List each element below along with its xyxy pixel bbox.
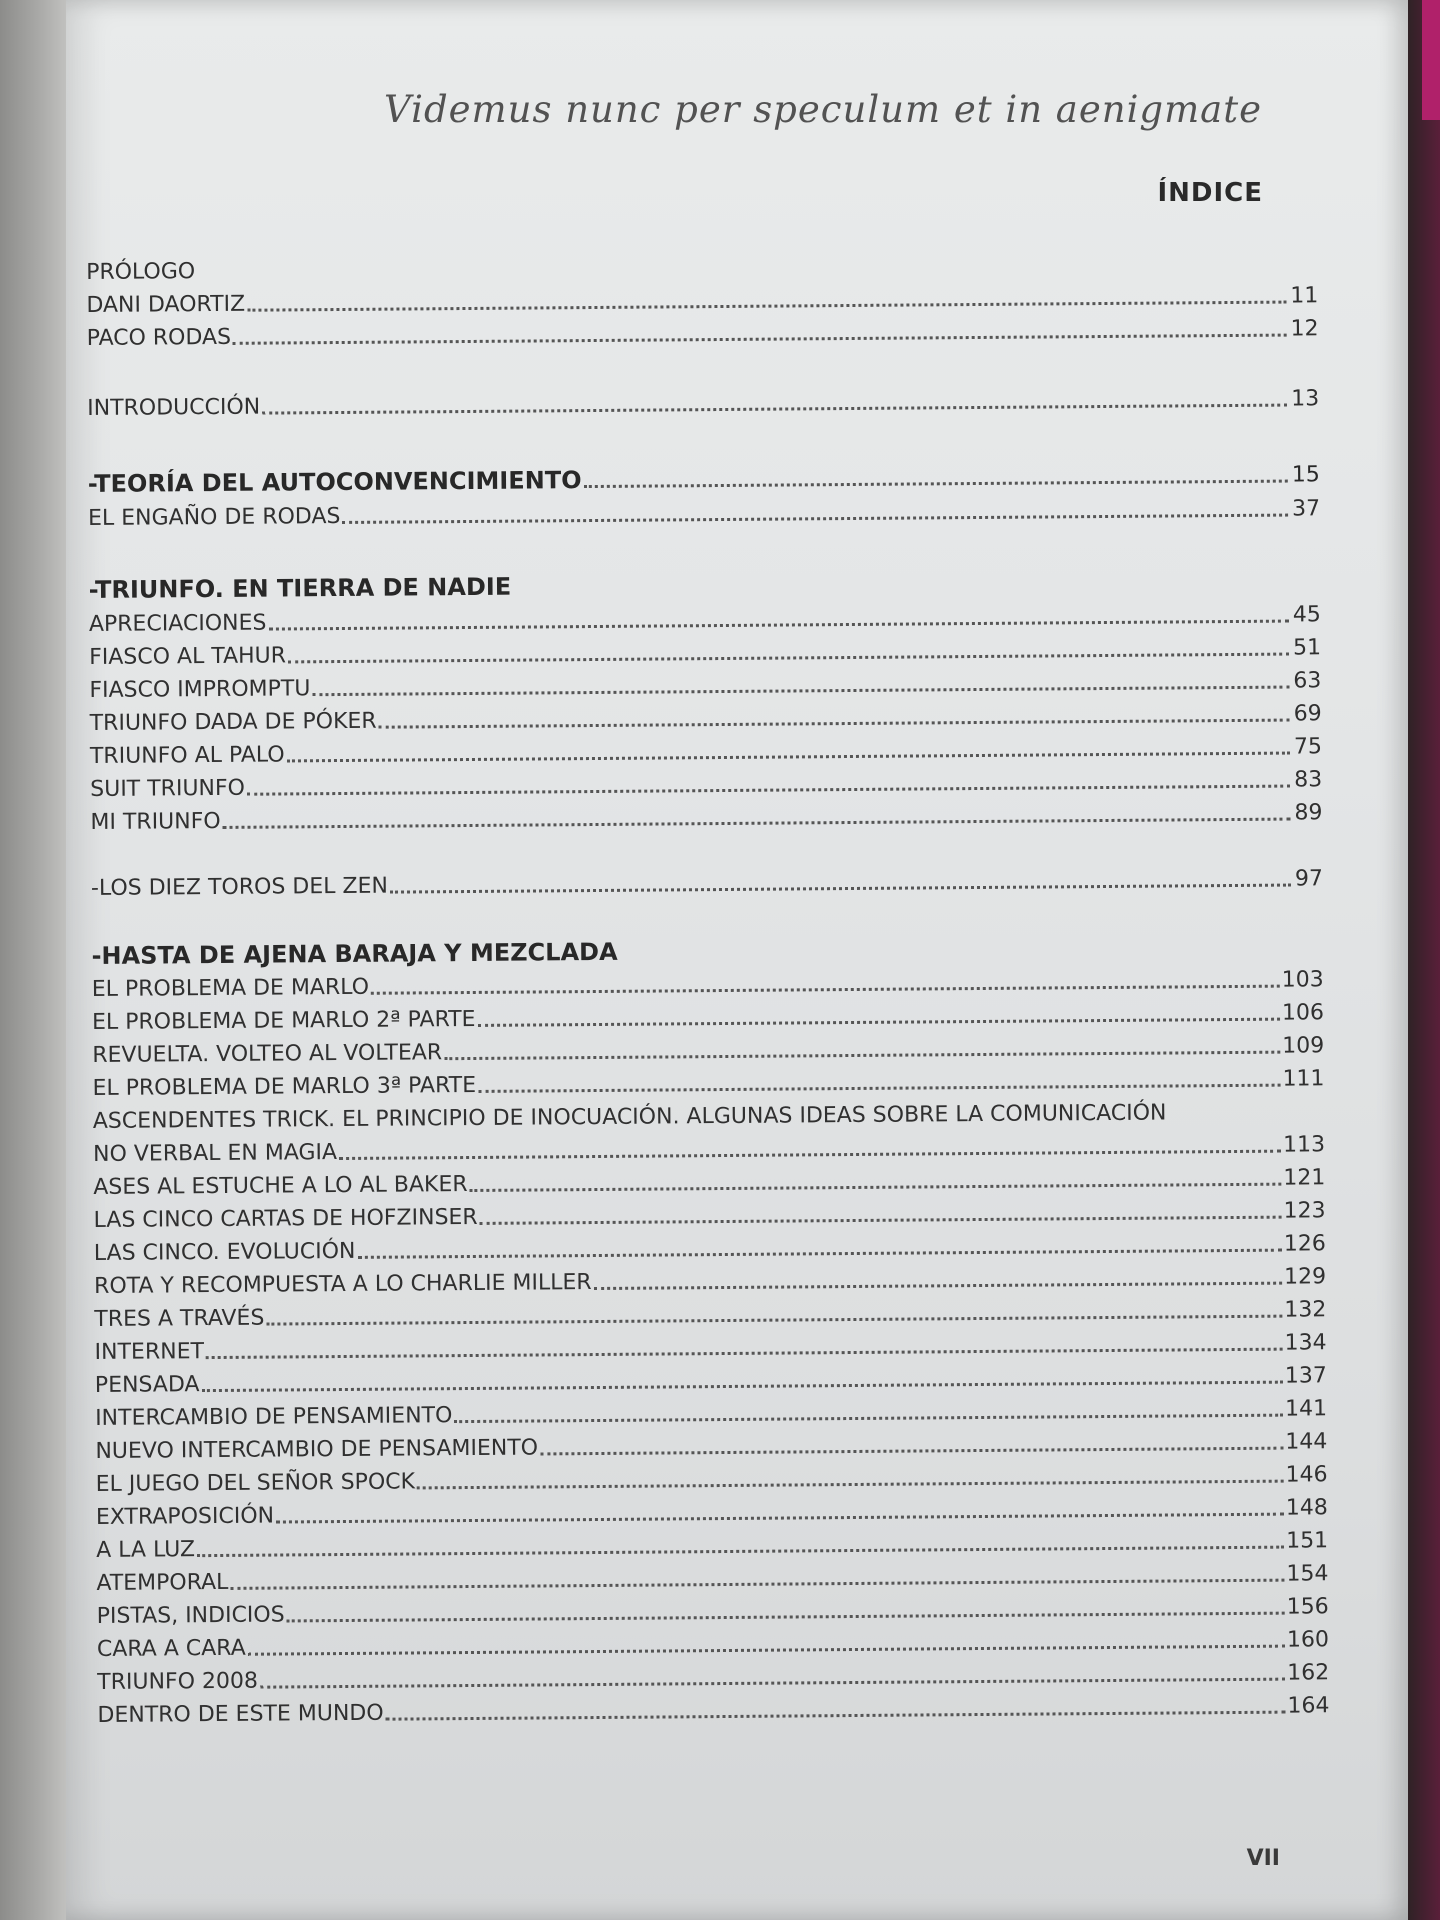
toc-entry-title: SUIT TRIUNFO bbox=[90, 775, 246, 802]
toc-page-number: 144 bbox=[1285, 1429, 1328, 1455]
toc-entry-title: CARA A CARA bbox=[96, 1635, 246, 1662]
toc-page-number: 11 bbox=[1290, 283, 1319, 309]
toc-entry-title: -TEORÍA DEL AUTOCONVENCIMIENTO bbox=[87, 466, 582, 498]
toc-entry-title: PRÓLOGO bbox=[86, 259, 196, 285]
toc-page-number: 141 bbox=[1285, 1396, 1328, 1422]
toc-entry-title: ATEMPORAL bbox=[96, 1569, 229, 1596]
toc-page-number: 132 bbox=[1284, 1297, 1327, 1323]
toc-entry-title: -LOS DIEZ TOROS DEL ZEN bbox=[90, 873, 388, 901]
toc-entry-title: DENTRO DE ESTE MUNDO bbox=[97, 1700, 384, 1728]
toc-entry-title: EXTRAPOSICIÓN bbox=[95, 1503, 275, 1530]
toc-entry-title: MI TRIUNFO bbox=[90, 808, 221, 835]
toc-page-number: 148 bbox=[1285, 1495, 1328, 1521]
dot-leader bbox=[233, 334, 1287, 345]
toc-entry-title: TRIUNFO DADA DE PÓKER bbox=[89, 708, 377, 736]
toc-page-number: 15 bbox=[1291, 462, 1320, 488]
toc-page-number: 160 bbox=[1286, 1627, 1330, 1653]
toc-page-number: 12 bbox=[1290, 316, 1319, 342]
toc-entry-title: INTERCAMBIO DE PENSAMIENTO bbox=[95, 1403, 453, 1431]
toc-entry-title: NO VERBAL EN MAGIA bbox=[92, 1140, 338, 1167]
toc-entry-title: -HASTA DE AJENA BARAJA Y MEZCLADA bbox=[91, 937, 618, 970]
toc-page-number: 83 bbox=[1294, 767, 1323, 793]
toc-page-number: 126 bbox=[1283, 1231, 1326, 1257]
toc-entry-title: NUEVO INTERCAMBIO DE PENSAMIENTO bbox=[95, 1435, 539, 1464]
toc-entry-title: TRIUNFO 2008 bbox=[97, 1668, 259, 1695]
toc-entry-title: EL PROBLEMA DE MARLO 3ª PARTE bbox=[92, 1072, 477, 1101]
toc-page-number: 106 bbox=[1281, 1000, 1325, 1026]
toc-entry-title: INTERNET bbox=[94, 1339, 205, 1365]
toc-page-number: 103 bbox=[1281, 967, 1324, 993]
running-header-motto: Videmus nunc per speculum et in aenigmate bbox=[384, 88, 1262, 131]
toc-entry-title: TRES A TRAVÉS bbox=[94, 1305, 265, 1332]
toc-page-number: 69 bbox=[1293, 701, 1322, 727]
toc-entry-title: PISTAS, INDICIOS bbox=[96, 1602, 285, 1629]
toc-page-number: 154 bbox=[1286, 1561, 1329, 1587]
dot-leader bbox=[386, 1711, 1286, 1721]
toc-entry-title: ASES AL ESTUCHE A LO AL BAKER bbox=[93, 1172, 468, 1200]
toc-entry-title: EL PROBLEMA DE MARLO bbox=[91, 974, 370, 1002]
toc-page-number: 63 bbox=[1293, 668, 1322, 694]
toc-entry bbox=[87, 376, 1319, 420]
toc-entry-title: LAS CINCO CARTAS DE HOFZINSER bbox=[93, 1204, 478, 1233]
toc-entry-title: PENSADA bbox=[94, 1372, 200, 1398]
toc-entry-title: ASCENDENTES TRICK. EL PRINCIPIO DE INOCUACIÓN. ALGUNAS IDEAS SOBRE LA COMUNICACIÓN bbox=[92, 1100, 1167, 1134]
toc-entry-title: APRECIACIONES bbox=[88, 610, 267, 637]
toc-page-number: 164 bbox=[1287, 1693, 1330, 1719]
toc-entry-title: TRIUNFO AL PALO bbox=[89, 742, 285, 769]
toc-entry-title: EL PROBLEMA DE MARLO 2ª PARTE bbox=[91, 1006, 476, 1035]
toc-entry-title: PACO RODAS bbox=[86, 324, 232, 351]
toc-page-number: 162 bbox=[1287, 1660, 1330, 1686]
page-folio: VII bbox=[1246, 1846, 1280, 1871]
book-page bbox=[66, 0, 1408, 1920]
toc-page-number: 134 bbox=[1284, 1330, 1327, 1356]
dot-leader bbox=[223, 818, 1291, 829]
toc-page-number: 111 bbox=[1282, 1066, 1325, 1092]
dot-leader bbox=[342, 514, 1288, 524]
toc-page-number: 151 bbox=[1286, 1528, 1329, 1554]
toc-entry-title: INTRODUCCIÓN bbox=[87, 394, 261, 421]
toc-page-number: 89 bbox=[1294, 800, 1323, 826]
index-heading: ÍNDICE bbox=[1157, 178, 1263, 208]
toc-page-number: 137 bbox=[1284, 1363, 1327, 1389]
toc-entry-title: ROTA Y RECOMPUESTA A LO CHARLIE MILLER bbox=[94, 1270, 592, 1299]
dot-leader bbox=[262, 404, 1287, 415]
toc-entry-title: -TRIUNFO. EN TIERRA DE NADIE bbox=[88, 572, 512, 604]
toc-entry-title: LAS CINCO. EVOLUCIÓN bbox=[93, 1238, 356, 1266]
toc-entry-title: FIASCO IMPROMPTU bbox=[89, 676, 311, 703]
toc-page-number: 51 bbox=[1293, 635, 1322, 661]
toc-page-number: 13 bbox=[1291, 386, 1320, 412]
toc-entry-title: EL ENGAÑO DE RODAS bbox=[87, 504, 341, 531]
toc-entry-title: FIASCO AL TAHUR bbox=[89, 643, 287, 670]
toc-page-number: 109 bbox=[1282, 1033, 1325, 1059]
toc-page-number: 121 bbox=[1283, 1165, 1326, 1191]
toc-page-number: 45 bbox=[1292, 602, 1321, 628]
toc-entry-title: A LA LUZ bbox=[96, 1537, 196, 1563]
toc-entry-title: DANI DAORTIZ bbox=[86, 291, 246, 318]
toc-page-number: 146 bbox=[1285, 1462, 1328, 1488]
toc-page-number: 156 bbox=[1286, 1594, 1329, 1620]
toc-entry bbox=[91, 856, 1323, 900]
toc-page-number: 129 bbox=[1283, 1264, 1327, 1290]
toc-page-number: 113 bbox=[1282, 1132, 1326, 1158]
toc-entry-title: EL JUEGO DEL SEÑOR SPOCK bbox=[95, 1469, 416, 1497]
dot-leader bbox=[390, 884, 1291, 894]
toc-page-number: 75 bbox=[1293, 734, 1323, 760]
toc-page-number: 123 bbox=[1283, 1198, 1326, 1224]
cover-edge-accent bbox=[1422, 0, 1440, 120]
toc-entry-title: REVUELTA. VOLTEO AL VOLTEAR bbox=[92, 1040, 443, 1068]
book-left-edge bbox=[0, 0, 70, 1920]
toc-page-number: 37 bbox=[1291, 496, 1321, 522]
toc-page-number: 97 bbox=[1294, 866, 1324, 892]
